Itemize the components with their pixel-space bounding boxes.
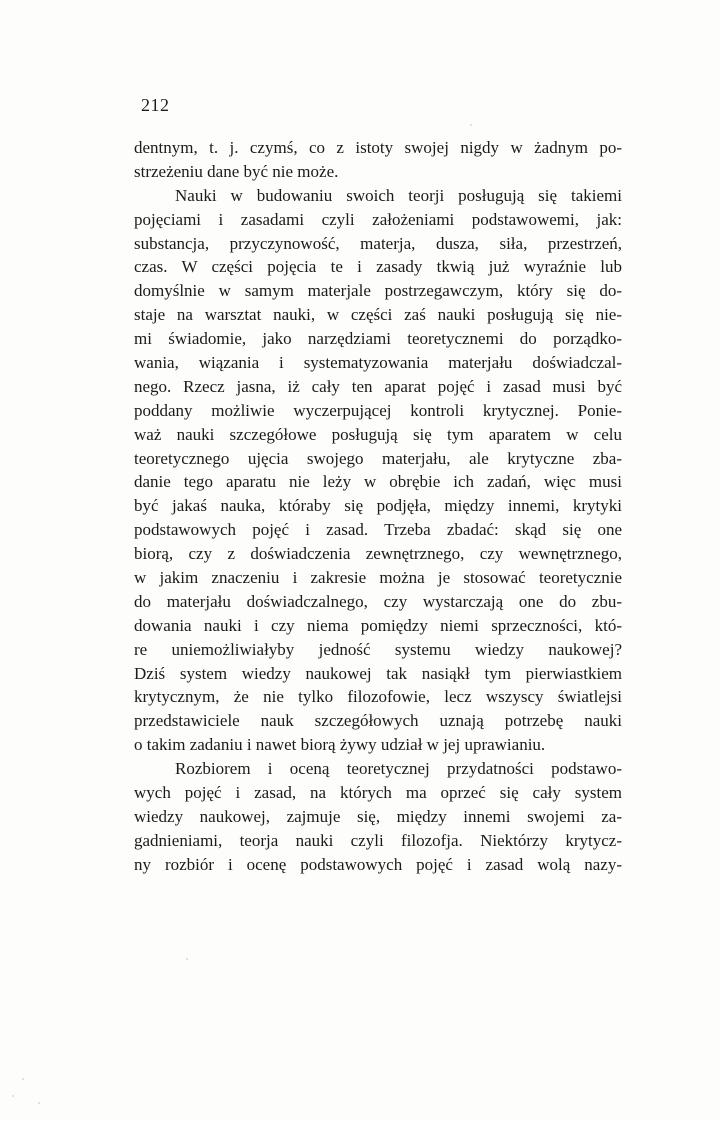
paper-speck — [12, 1095, 14, 1097]
text-line: Nauki w budowaniu swoich teorji posługują się takiemi — [175, 185, 622, 205]
paper-speck — [186, 958, 188, 960]
text-line: czas. W części pojęcia te i zasady tkwią już wyraźnie lub — [134, 257, 622, 277]
text-line: pojęciami i zasadami czyli założeniami podstawowemi, jak: — [134, 209, 622, 229]
paper-speck — [38, 1102, 40, 1104]
text-line: staje na warsztat nauki, w części zaś nauki posługują się nie- — [134, 305, 622, 325]
text-line: wania, wiązania i systematyzowania materjału doświadczal- — [134, 353, 622, 373]
text-line: mi świadomie, jako narzędziami teoretycznemi do porządko- — [134, 329, 622, 349]
text-line: re uniemożliwiałyby jedność systemu wiedzy naukowej? — [134, 639, 622, 659]
text-line: biorą, czy z doświadczenia zewnętrznego, czy wewnętrznego, — [134, 544, 622, 564]
text-line: teoretycznego ujęcia swojego materjału, ale krytyczne zba- — [134, 448, 622, 468]
text-line: do materjału doświadczalnego, czy wystarczają one do zbu- — [134, 591, 622, 611]
text-line: o takim zadaniu i nawet biorą żywy udział w jej uprawianiu. — [134, 735, 546, 755]
body-text — [134, 136, 622, 877]
text-line: Dziś system wiedzy naukowej tak nasiąkł tym pierwiastkiem — [134, 663, 622, 683]
text-line: strzeżeniu dane być nie może. — [134, 161, 339, 181]
text-line: nego. Rzecz jasna, iż cały ten aparat pojęć i zasad musi być — [134, 376, 622, 396]
text-line: substancja, przyczynowość, materja, dusza, siła, przestrzeń, — [134, 233, 622, 253]
text-line: gadnieniami, teorja nauki czyli filozofja. Niektórzy krytycz- — [134, 830, 622, 850]
text-line: Rozbiorem i oceną teoretycznej przydatności podstawo- — [175, 759, 622, 779]
text-line: ny rozbiór i ocenę podstawowych pojęć i zasad wolą nazy- — [134, 854, 622, 874]
text-line: wiedzy naukowej, zajmuje się, między innemi swojemi za- — [134, 806, 622, 826]
text-line: w jakim znaczeniu i zakresie można je stosować teoretycznie — [134, 568, 622, 588]
text-line: waż nauki szczegółowe posługują się tym aparatem w celu — [134, 424, 622, 444]
text-line: dowania nauki i czy niema pomiędzy niemi sprzeczności, któ- — [134, 615, 622, 635]
text-line: dentnym, t. j. czymś, co z istoty swojej nigdy w żadnym po- — [134, 138, 622, 157]
text-line: podstawowych pojęć i zasad. Trzeba zbadać: skąd się one — [134, 520, 622, 540]
text-line: poddany możliwie wyczerpującej kontroli krytycznej. Ponie- — [134, 400, 622, 420]
text-line: domyślnie w samym materjale postrzegawczym, który się do- — [134, 281, 622, 301]
paper-speck — [470, 124, 472, 126]
text-line: przedstawiciele nauk szczegółowych uznają potrzebę nauki — [134, 711, 622, 731]
text-line: krytycznym, że nie tylko filozofowie, lecz wszyscy światlejsi — [134, 687, 622, 707]
text-line: być jakaś nauka, któraby się podjęła, między innemi, krytyki — [134, 496, 622, 516]
text-line: wych pojęć i zasad, na których ma oprzeć się cały system — [134, 783, 622, 803]
page-number: 212 — [141, 95, 170, 115]
text-line: danie tego aparatu nie leży w obrębie ich zadań, więc musi — [134, 472, 622, 492]
paper-speck — [22, 1078, 24, 1080]
